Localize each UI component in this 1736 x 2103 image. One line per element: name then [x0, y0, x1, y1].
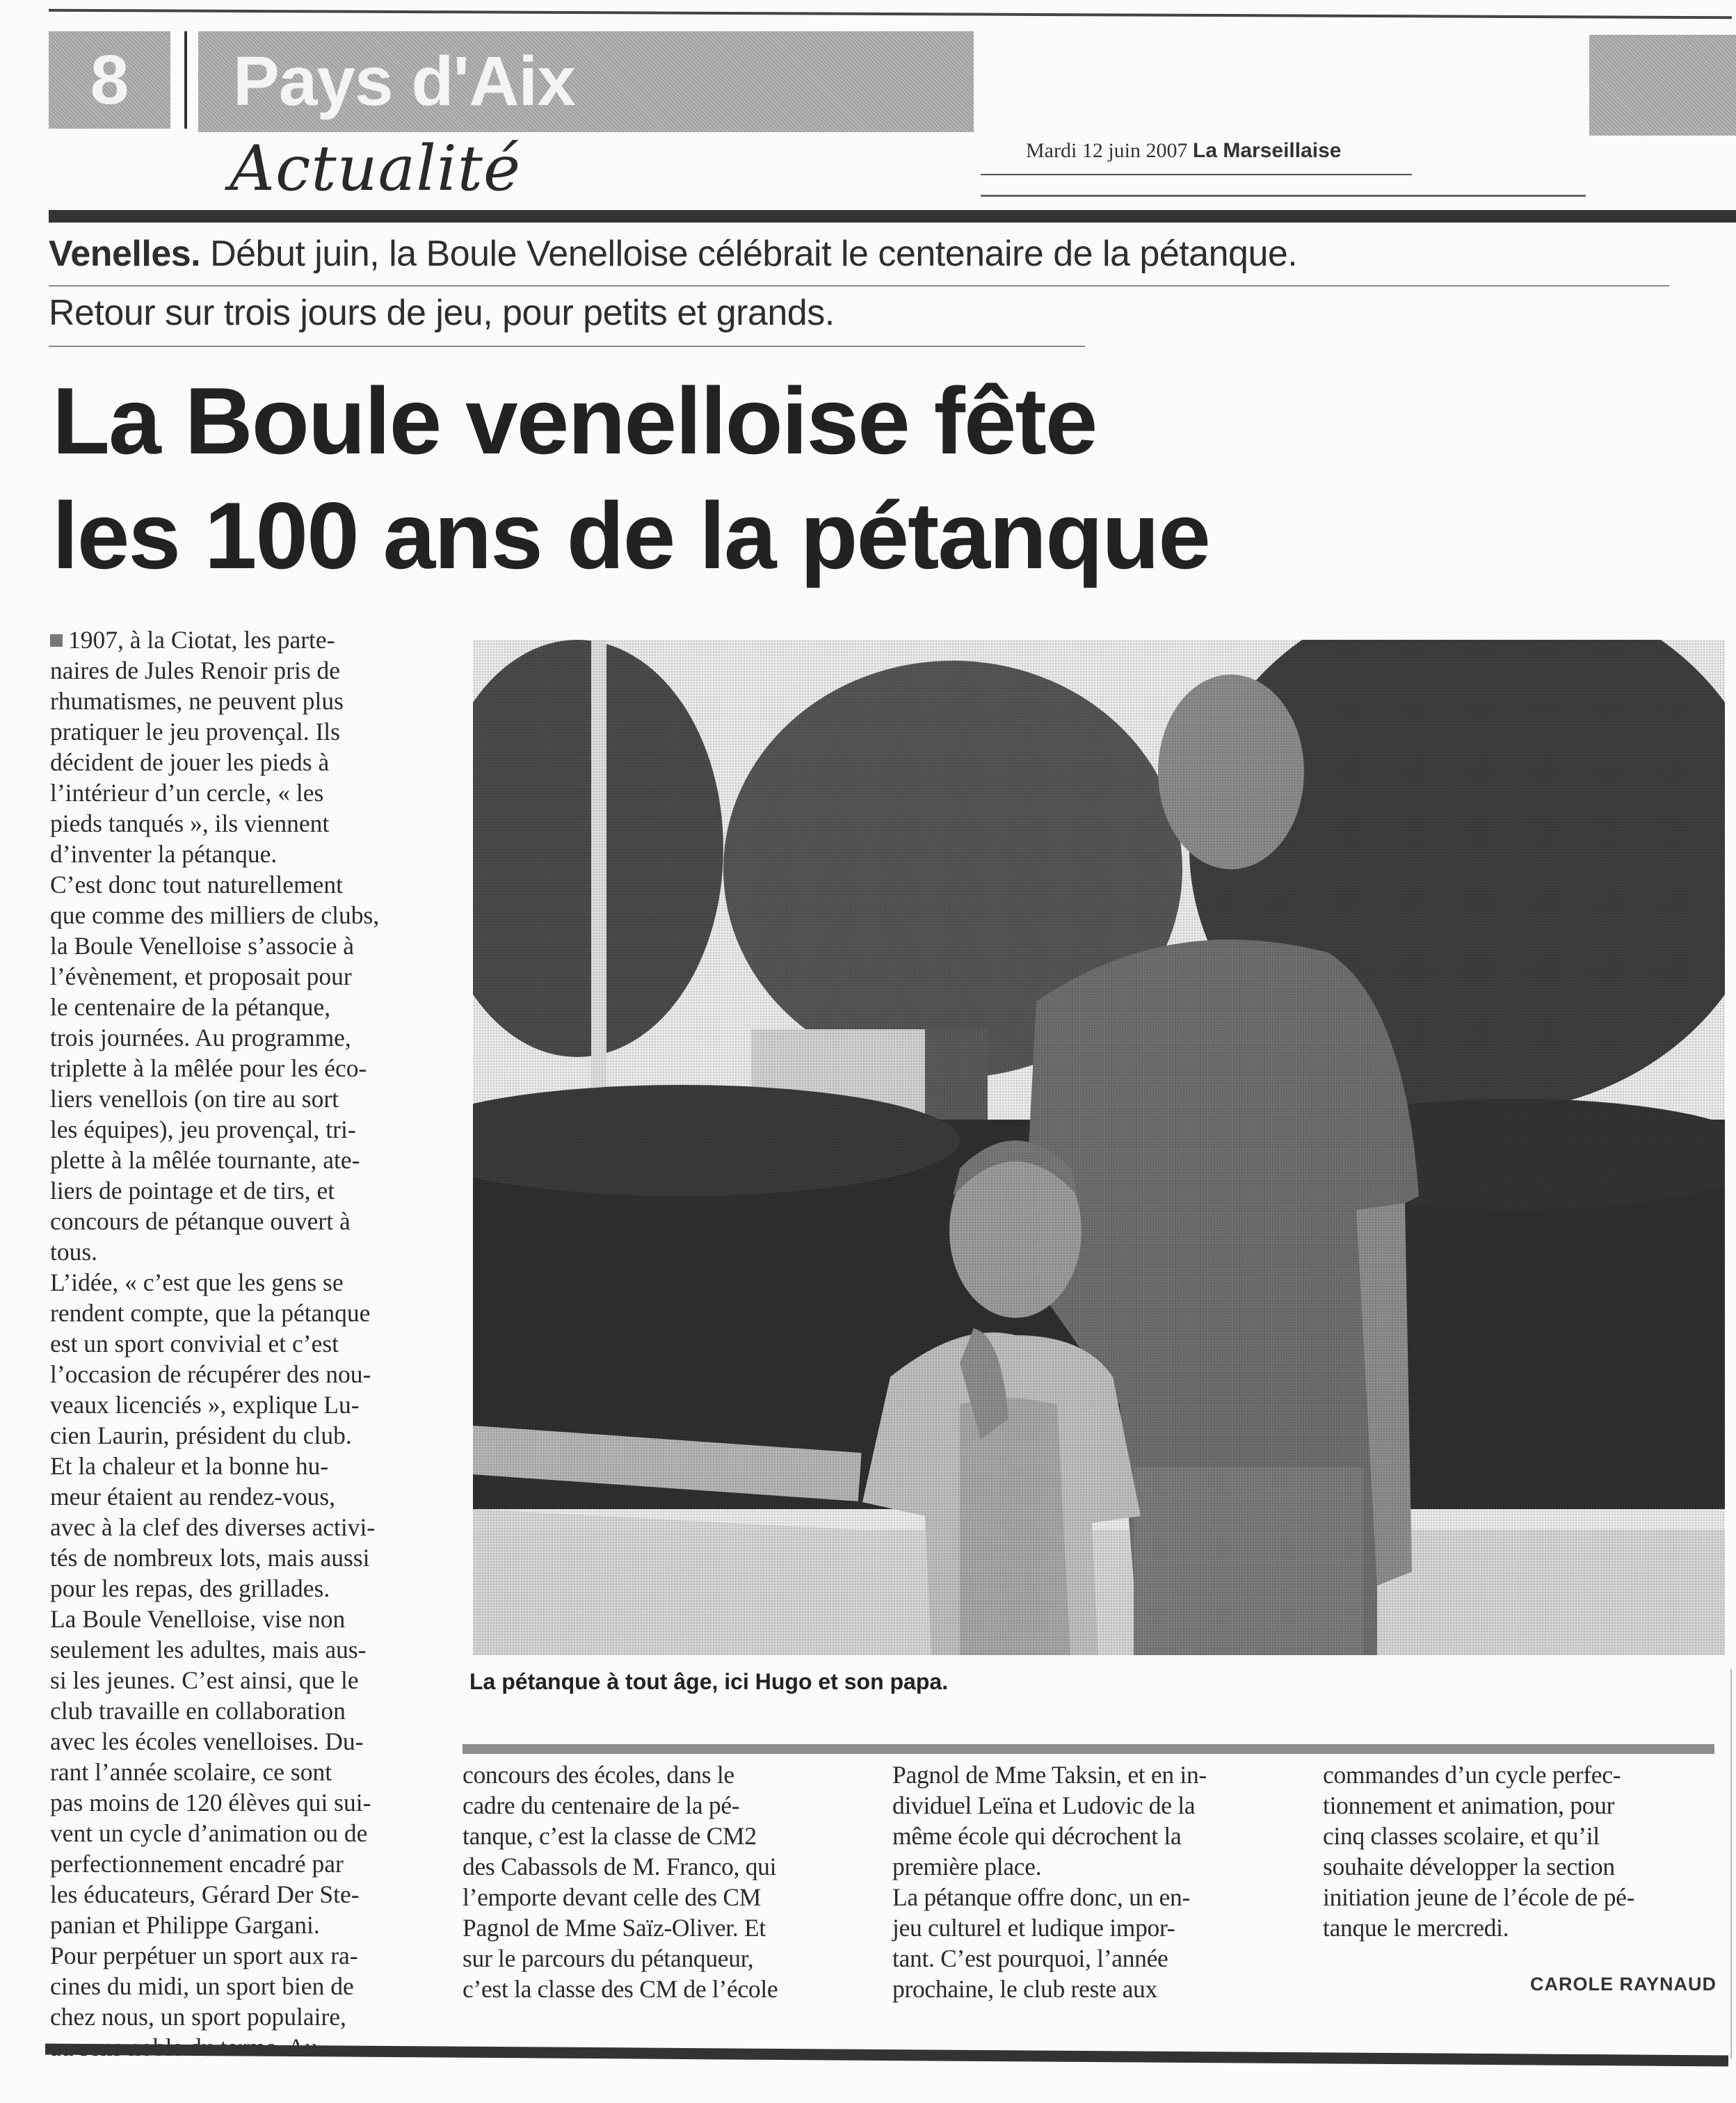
article-line: rendent compte, que la pétanque	[50, 1299, 371, 1327]
masthead-bar	[49, 210, 1736, 223]
article-line: des Cabassols de M. Franco, qui	[463, 1853, 777, 1880]
article-line: jeu culturel et ludique impor-	[892, 1914, 1175, 1942]
photo-father-and-son	[473, 640, 1725, 1655]
deck-text-1: Début juin, la Boule Venelloise célébrait le centenaire de la pétanque.	[210, 234, 1298, 274]
article-line: dividuel Leïna et Ludovic de la	[892, 1791, 1196, 1819]
article-line: Pour perpétuer un sport aux ra-	[50, 1942, 358, 1969]
article-line: la Boule Venelloise s’associe à	[50, 932, 355, 960]
article-line: vent un cycle d’animation ou de	[50, 1819, 368, 1847]
article-line: décident de jouer les pieds à	[50, 748, 330, 776]
article-line: pour les repas, des grillades.	[50, 1574, 330, 1602]
article-line: avec les écoles venelloises. Du-	[50, 1727, 364, 1755]
article-line: club travaille en collaboration	[50, 1697, 346, 1725]
article-line: cinq classes scolaire, et qu’il	[1323, 1822, 1600, 1850]
article-line: L’idée, « c’est que les gens se	[50, 1268, 344, 1296]
article-line: que comme des milliers de clubs,	[50, 901, 380, 929]
article-line: panian et Philippe Gargani.	[50, 1911, 320, 1939]
section-banner-right	[1589, 35, 1736, 136]
article-line: trois journées. Au programme,	[50, 1024, 351, 1052]
article-line: cadre du centenaire de la pé-	[463, 1791, 740, 1819]
article-line: naires de Jules Renoir pris de	[50, 656, 341, 684]
author-byline: CAROLE RAYNAUD	[1530, 1974, 1717, 1995]
article-line: l’évènement, et proposait pour	[50, 962, 352, 990]
column-separator-bar	[463, 1744, 1714, 1754]
article-line: pratiquer le jeu provençal. Ils	[50, 718, 340, 746]
page-edge-rule	[1730, 1669, 1732, 2058]
article-line: perfectionnement encadré par	[50, 1850, 344, 1878]
newspaper-name: La Marseillaise	[1193, 139, 1342, 162]
dateline-rule	[981, 174, 1412, 175]
article-line: l’intérieur d’un cercle, « les	[50, 779, 324, 807]
photo-caption: La pétanque à tout âge, ici Hugo et son papa.	[469, 1669, 949, 1694]
column-3-lines	[892, 1759, 1310, 2004]
article-line: le centenaire de la pétanque,	[50, 993, 331, 1021]
article-line: pas moins de 120 élèves qui sui-	[50, 1789, 371, 1816]
section-title: Pays d'Aix	[233, 42, 575, 120]
issue-date: Mardi 12 juin 2007	[1026, 139, 1188, 162]
deck-line-2: Retour sur trois jours de jeu, pour petits et grands.	[49, 293, 835, 333]
article-line: rant l’année scolaire, ce sont	[50, 1758, 332, 1786]
article-line: concours des écoles, dans le	[463, 1761, 734, 1789]
article-line: sur le parcours du pétanqueur,	[463, 1944, 754, 1972]
headline-line-1: La Boule venelloise fête	[52, 368, 1097, 474]
article-line: cien Laurin, président du club.	[50, 1421, 352, 1449]
headline-line-2: les 100 ans de la pétanque	[52, 483, 1209, 588]
article-line: triplette à la mêlée pour les éco-	[50, 1054, 367, 1082]
column-1-lines	[50, 625, 453, 2063]
article-line: c’est la classe des CM de l’école	[463, 1975, 778, 2003]
deck-rule-2	[49, 346, 1085, 347]
article-line: est un sport convivial et c’est	[50, 1330, 339, 1357]
page-number-text: 8	[90, 40, 129, 119]
article-line: si les jeunes. C’est ainsi, que le	[50, 1666, 359, 1694]
article-line: C’est donc tout naturellement	[50, 871, 343, 899]
rubrique-title: Actualité	[230, 132, 522, 205]
article-column-3	[892, 1759, 1310, 2004]
article-line: meur étaient au rendez-vous,	[50, 1483, 336, 1510]
article-line: souhaite développer la section	[1323, 1853, 1615, 1880]
article-line: chez nous, un sport populaire,	[50, 2003, 346, 2031]
article-line: l’emporte devant celle des CM	[463, 1883, 761, 1911]
article-line: tanque, c’est la classe de CM2	[463, 1822, 757, 1850]
deck-line-1	[49, 233, 1297, 275]
article-line: La pétanque offre donc, un en-	[892, 1883, 1190, 1911]
article-line: les éducateurs, Gérard Der Ste-	[50, 1880, 360, 1908]
article-line: Pagnol de Mme Taksin, et en in-	[892, 1761, 1207, 1789]
article-line: les équipes), jeu provençal, tri-	[50, 1115, 356, 1143]
article-photo	[473, 640, 1725, 1655]
article-line: La Boule Venelloise, vise non	[50, 1605, 346, 1633]
column-2-lines	[463, 1759, 880, 2004]
dateline	[1026, 139, 1341, 163]
article-line: liers de pointage et de tirs, et	[50, 1177, 335, 1204]
article-line: liers venellois (on tire au sort	[50, 1085, 339, 1113]
article-column-2	[463, 1759, 880, 2004]
article-line: initiation jeune de l’école de pé-	[1323, 1883, 1635, 1911]
article-line: veaux licenciés », explique Lu-	[50, 1391, 360, 1419]
article-line: 1907, à la Ciotat, les parte-	[50, 625, 453, 655]
article-line: prochaine, le club reste aux	[892, 1975, 1157, 2003]
paragraph-bullet-icon	[50, 634, 63, 647]
article-column-1	[50, 625, 453, 2063]
article-line: plette à la mêlée tournante, ate-	[50, 1146, 360, 1174]
article-line: tionnement et animation, pour	[1323, 1791, 1615, 1819]
article-line: cines du midi, un sport bien de	[50, 1972, 354, 2000]
article-line: commandes d’un cycle perfec-	[1323, 1761, 1621, 1789]
article-line: tant. C’est pourquoi, l’année	[892, 1944, 1168, 1972]
article-line: Pagnol de Mme Saïz-Oliver. Et	[463, 1914, 766, 1942]
top-rule	[49, 9, 1732, 19]
article-line: première place.	[892, 1853, 1042, 1880]
deck-rule	[49, 285, 1669, 287]
article-line: d’inventer la pétanque.	[50, 840, 278, 868]
article-line: concours de pétanque ouvert à	[50, 1207, 351, 1235]
article-line: Et la chaleur et la bonne hu-	[50, 1452, 329, 1480]
article-line: seulement les adultes, mais aus-	[50, 1636, 367, 1663]
article-line: tés de nombreux lots, mais aussi	[50, 1544, 370, 1572]
bottom-bar	[45, 2044, 1728, 2067]
article-column-4	[1323, 1759, 1736, 1943]
article-line: tous.	[50, 1238, 98, 1266]
article-line: avec à la clef des diverses activi-	[50, 1513, 376, 1541]
article-line: l’occasion de récupérer des nou-	[50, 1360, 371, 1388]
section-banner	[198, 31, 974, 132]
dateline-rule-lower	[981, 195, 1586, 197]
article-line: rhumatismes, ne peuvent plus	[50, 687, 344, 715]
article-line: pieds tanqués », ils viennent	[50, 809, 330, 837]
column-4-lines	[1323, 1759, 1736, 1943]
page-number	[49, 31, 170, 129]
article-line: même école qui décrochent la	[892, 1822, 1182, 1850]
deck-place: Venelles.	[49, 234, 201, 274]
article-line: tanque le mercredi.	[1323, 1914, 1509, 1942]
masthead-divider	[184, 31, 187, 129]
